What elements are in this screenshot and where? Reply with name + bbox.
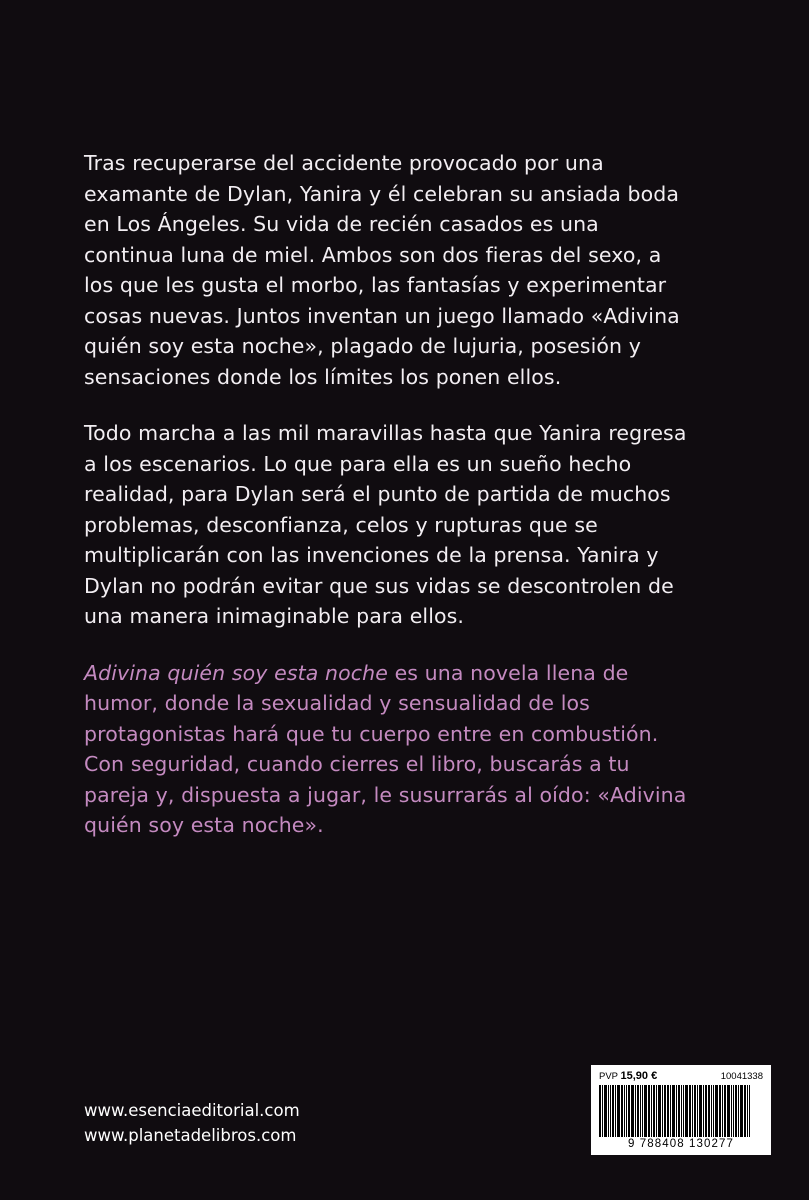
barcode-isbn: 9 788408 130277 (627, 1138, 735, 1150)
price-prefix: PVP (599, 1071, 618, 1082)
barcode-bars (599, 1085, 763, 1137)
footer-websites (84, 1098, 300, 1148)
barcode-block (591, 1065, 771, 1155)
price-label (599, 1071, 657, 1082)
blurb-section (84, 148, 694, 867)
novel-title: Adivina quién soy esta noche (84, 660, 388, 685)
blurb-highlight-rest: es una novela llena de humor, donde la sexualidad y sensualidad de los protagonistas hará que tu cuerpo entre en combustión. Con seguridad, cuando cierres el libro, buscarás a tu pareja y, dispuesta a jugar, le susurrarás al oído: «Adivina quién soy esta noche». (84, 660, 687, 837)
website-group[interactable]: www.planetadelibros.com (84, 1126, 297, 1145)
blurb-paragraph-highlight (84, 658, 694, 841)
website-publisher[interactable]: www.esenciaeditorial.com (84, 1101, 300, 1120)
barcode-reference: 10041338 (720, 1071, 763, 1082)
price-value: 15,90 € (620, 1070, 658, 1082)
blurb-paragraph-2: Todo marcha a las mil maravillas hasta que Yanira regresa a los escenarios. Lo que para ella es un sueño hecho realidad, para Dylan será el punto de partida de muchos problemas, desconfianza, celos y rupturas que se multiplicarán con las invenciones de la prensa. Yanira y Dylan no podrán evitar que sus vidas se descontrolen de una manera inimaginable para ellos. (84, 421, 687, 628)
barcode-header (599, 1071, 763, 1082)
blurb-paragraph-1: Tras recuperarse del accidente provocado por una examante de Dylan, Yanira y él celebran su ansiada boda en Los Ángeles. Su vida de recién casados es una continua luna de miel. Ambos son dos fieras del sexo, a los que les gusta el morbo, las fantasías y experimentar cosas nuevas. Juntos inventan un juego llamado «Adivina quién soy esta noche», plagado de lujuria, posesión y sensaciones donde los límites los ponen ellos. (84, 151, 680, 389)
